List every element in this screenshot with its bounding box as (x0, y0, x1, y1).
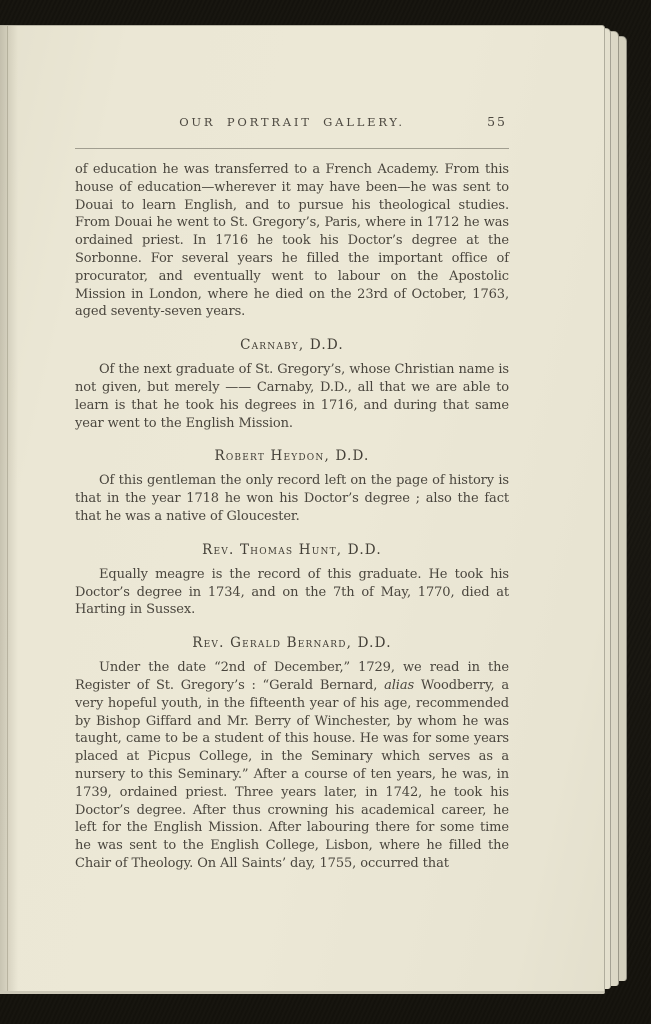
book-page (0, 25, 605, 994)
header-rule (75, 148, 509, 149)
text-block (75, 114, 509, 873)
paragraph-intro-continuation: of education he was transferred to a French Academy. From this house of education—wherever it may have been—he was sent to Douai to learn English, and to pursue his theological studies. From Douai he went to St. Gregory’s, Paris, where in 1712 he was ordained priest. In 1716 he took his Doctor’s degree at the Sorbonne. For several years he filled the important office of procurator, and eventually went to labour on the Apostolic Mission in London, where he died on the 23rd of October, 1763, aged seventy-seven years. (75, 162, 509, 320)
section-heading-heydon: Robert Heydon, D.D. (214, 448, 370, 465)
page-number: 55 (487, 114, 507, 129)
running-header (75, 114, 509, 130)
paragraph-heydon: Of this gentleman the only record left on the page of history is that in the year 1718 he won his Doctor’s degree ; also the fact that he was a native of Gloucester. (75, 473, 509, 524)
page-gutter-shadow (0, 26, 18, 991)
running-header-title: OUR PORTRAIT GALLERY. (179, 115, 405, 129)
section-heading-carnaby: Carnaby, D.D. (240, 337, 344, 354)
section-heading-hunt: Rev. Thomas Hunt, D.D. (202, 541, 382, 558)
page-crease-line (7, 26, 8, 991)
paragraph-hunt: Equally meagre is the record of this graduate. He took his Doctor’s degree in 1734, and on the 7th of May, 1770, died at Harting in Sussex. (75, 566, 509, 618)
paragraph-bernard: Under the date “2nd of December,” 1729, we read in the Register of St. Gregory’s : “Gerald Bernard, alias Woodberry, a very hopeful youth, in the fifteenth year of his age, recommended by Bishop Giffard and Mr. Berry of Winchester, by whom he was taught, came to be a student of this house. He was for some years placed at Picpus College, in the Seminary which serves as a nursery to this Seminary.” After a course of ten years, he was, in 1739, ordained priest. Three years later, in 1742, he took his Doctor’s degree. After thus crowning his academical career, he left for the English Mission. After labouring there for some time he was sent to the English College, Lisbon, where he filled the Chair of Theology. On All Saints’ day, 1755, occurred that (75, 660, 509, 871)
paragraph-carnaby: Of the next graduate of St. Gregory’s, whose Christian name is not given, but merely —— Carnaby, D.D., all that we are able to learn is that he took his degrees in 1716, and during that same year went to the English Mission. (75, 362, 509, 431)
section-heading-bernard: Rev. Gerald Bernard, D.D. (192, 635, 392, 652)
